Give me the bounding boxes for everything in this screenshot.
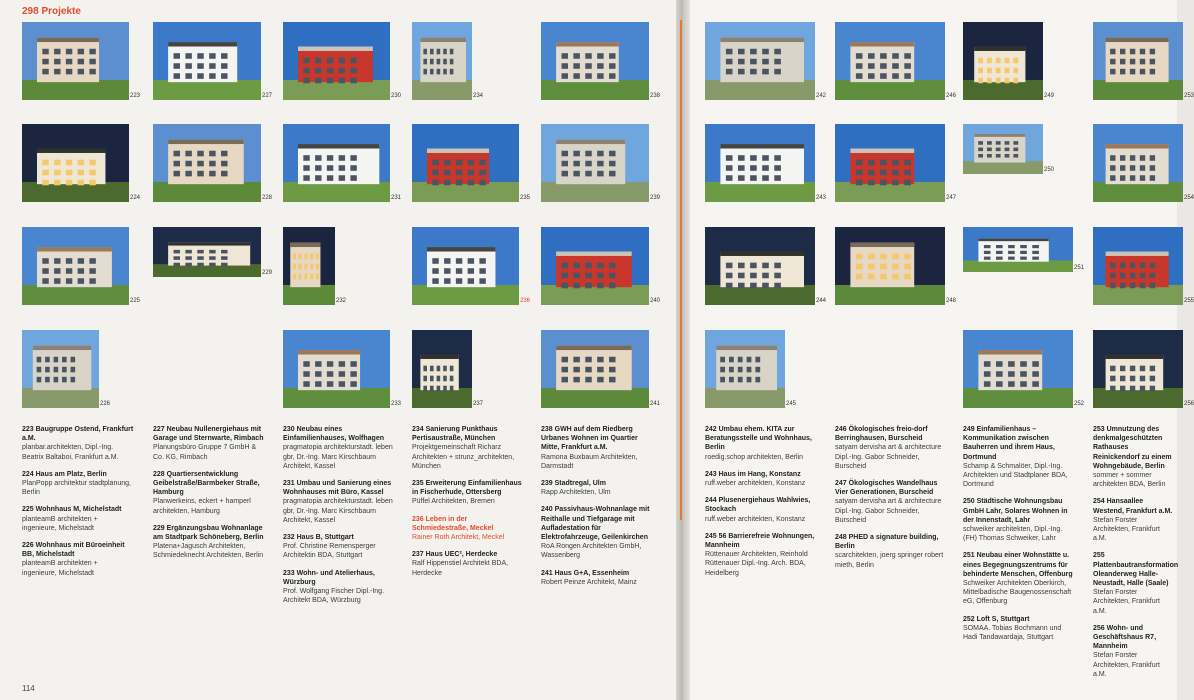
project-title: 225 Wohnhaus M, Michelstadt (22, 506, 122, 514)
project-credits: Rainer Roth Architekt, Meckel (412, 534, 505, 542)
project-caption (541, 505, 653, 560)
project-photo (22, 124, 129, 202)
caption-column (1093, 425, 1179, 687)
project-caption (1093, 551, 1179, 615)
project-credits: Platena+Jagusch Architekten, Schmiedeknecht Architekten, Berlin (153, 543, 264, 560)
photo-number: 242 (816, 93, 827, 99)
project-caption (705, 470, 817, 488)
project-title: 226 Wohnhaus mit Büroeinheit BB, Michelstadt (22, 542, 125, 559)
project-photo (705, 330, 785, 408)
project-caption (22, 505, 134, 533)
photo-number: 243 (816, 195, 827, 201)
project-caption (835, 479, 947, 525)
project-credits: Projektgemeinschaft Richarz Architekten + strunz_architekten, München (412, 444, 515, 470)
project-photo (153, 124, 261, 202)
project-caption (705, 532, 817, 578)
project-caption (541, 425, 653, 471)
photo-number: 233 (391, 401, 402, 407)
project-caption (153, 470, 265, 516)
project-title: 235 Erweiterung Einfamilienhaus in Fischerhude, Ottersberg (412, 480, 522, 497)
project-credits: pragmatopia architekturstadt. leben gbr, Dr.-Ing. Marc Kirschbaum Architekt, Kassel (283, 444, 393, 470)
project-title: 256 Wohn- und Geschäftshaus R7, Mannheim (1093, 624, 1157, 651)
project-photo (412, 330, 472, 408)
project-caption (1093, 497, 1175, 543)
project-photo (705, 22, 815, 100)
project-photo (963, 330, 1073, 408)
project-photo (541, 22, 649, 100)
project-title: 249 Einfamilienhaus – Kommunikation zwischen Bauherren und ihrem Haus, Dortmund (963, 426, 1055, 461)
project-credits: Rapp Architekten, Ulm (541, 489, 611, 497)
project-title: 240 Passivhaus-Wohnanlage mit Reithalle und Tiefgarage mit Aufladestation für Elektrofahrzeuge, Geilenkirchen (541, 506, 650, 542)
photo-number: 226 (100, 401, 111, 407)
project-credits: SOMAA. Tobias Bochmann und Hadi Tandawardaja, Stuttgart (963, 624, 1062, 642)
project-credits: Schamp & Schmalöer, Dipl.-Ing. Architekten und Stadtplaner BDA, Dortmund (963, 462, 1068, 489)
photo-number: 244 (816, 298, 827, 304)
project-caption (705, 496, 817, 524)
photo-number: 240 (650, 298, 661, 304)
project-title: 246 Ökologisches freio-dorf Berringhausen, Burscheid (835, 426, 928, 443)
photo-number: 236 (520, 298, 531, 304)
project-credits: Robert Peinze Architekt, Mainz (541, 578, 637, 586)
project-credits: schweiker architekten, Dipl.-Ing. (FH) Thomas Schweiker, Lahr (963, 526, 1063, 543)
project-caption (1093, 425, 1175, 489)
project-credits: Stefan Forster Architekten, Frankfurt a.M. (1093, 516, 1160, 543)
project-title: 230 Neubau eines Einfamilienhauses, Wolfhagen (283, 426, 385, 443)
photo-number: 231 (391, 195, 402, 201)
project-caption (412, 425, 524, 471)
photo-number: 234 (473, 93, 484, 99)
photo-number: 235 (520, 195, 531, 201)
project-photo (412, 124, 519, 202)
project-credits: Planwerkeins, eckert + hamperl architekten, Hamburg (153, 498, 251, 515)
project-photo (283, 22, 390, 100)
project-credits: Schweiker Architekten Oberkirch, Mittelbadische Baugenossenschaft eG, Offenburg (963, 580, 1072, 606)
project-caption (835, 425, 947, 471)
project-credits: ruff.weber architekten, Konstanz (705, 480, 806, 488)
project-photo (22, 22, 129, 100)
project-photo (963, 124, 1043, 174)
project-credits: roedig.schop architekten, Berlin (705, 453, 804, 461)
project-caption (283, 569, 395, 606)
photo-number: 249 (1044, 93, 1055, 99)
project-photo (705, 227, 815, 305)
project-credits: planteamB architekten + ingenieure, Michelstadt (22, 560, 98, 577)
project-title: 239 Stadtregal, Ulm (541, 480, 606, 488)
caption-column (963, 425, 1075, 650)
project-photo (541, 124, 649, 202)
project-credits: RoA Rongen Architekten GmbH, Wassenberg (541, 543, 642, 560)
project-title: 236 Leben in der Schmiedestraße, Meckel (412, 515, 494, 532)
project-credits: Prof. Christine Remensperger Architektin BDA, Stuttgart (283, 543, 376, 560)
project-credits: Ralf Hippenstiel Architekt BDA, Herdecke (412, 560, 509, 577)
project-caption (541, 479, 653, 497)
project-caption (153, 425, 265, 462)
project-credits: satyam dervisha art & architecture Dipl.-Ing. Gabor Schneider, Burscheid (835, 444, 942, 470)
section-header: 298 Projekte (22, 6, 81, 17)
project-title: 233 Wohn- und Atelierhaus, Würzburg (283, 569, 375, 586)
photo-number: 251 (1074, 265, 1085, 271)
project-credits: planteamB architekten + ingenieure, Michelstadt (22, 515, 98, 532)
project-photo (22, 330, 99, 408)
photo-number: 253 (1184, 93, 1194, 99)
project-title: 228 Quartiersentwicklung Geibelstraße/Barmbeker Straße, Hamburg (153, 470, 260, 497)
project-caption (283, 533, 395, 561)
caption-column (412, 425, 524, 586)
project-credits: Stefan Forster Architekten, Frankfurt a.M. (1093, 589, 1160, 615)
project-caption (705, 425, 817, 462)
project-title: 234 Sanierung Punkthaus Pertisaustraße, München (412, 426, 498, 443)
caption-column (541, 425, 653, 595)
photo-number: 224 (130, 195, 141, 201)
project-credits: satyam dervisha art & architecture Dipl.-Ing. Gabor Schneider, Burscheid (835, 498, 942, 524)
caption-column (22, 425, 134, 586)
project-credits: pragmatopia architekturstadt. leben gbr, Dr.-Ing. Marc Kirschbaum Architekt, Kassel (283, 498, 393, 524)
photo-number: 256 (1184, 401, 1194, 407)
project-title: 253 Umnutzung des denkmalgeschützten Rathauses Reinickendorf zu einem Wohngebäude, Berlin (1093, 426, 1172, 470)
photo-number: 227 (262, 93, 273, 99)
project-photo (153, 22, 261, 100)
project-caption (963, 551, 1075, 606)
project-title: 229 Ergänzungsbau Wohnanlage am Stadtpark Schöneberg, Berlin (153, 524, 264, 542)
project-title: 255 Plattenbautransformation Oleanderweg Halle-Neustadt, Halle (Saale) (1093, 552, 1179, 588)
project-caption (22, 541, 134, 578)
project-caption (412, 479, 524, 507)
project-photo (283, 124, 390, 202)
project-photo (1093, 22, 1183, 100)
project-caption (963, 497, 1075, 543)
caption-column (153, 425, 265, 569)
photo-number: 229 (262, 270, 273, 276)
project-title: 238 GWH auf dem Riedberg Urbanes Wohnen im Quartier Mitte, Frankfurt a.M. (541, 426, 638, 452)
photo-number: 250 (1044, 167, 1055, 173)
project-title: 254 Hansaallee Westend, Frankfurt a.M. (1093, 498, 1173, 515)
project-credits: Püffel Architekten, Bremen (412, 498, 495, 506)
project-photo (412, 227, 519, 305)
photo-number: 245 (786, 401, 797, 407)
project-caption (541, 569, 653, 587)
project-credits: PlanPopp architektur stadtplanung, Berlin (22, 480, 131, 497)
project-title: 248 PHED a signature building, Berlin (835, 534, 939, 551)
project-photo (412, 22, 472, 100)
photo-number: 252 (1074, 401, 1085, 407)
project-photo (963, 22, 1043, 100)
project-title: 223 Baugruppe Ostend, Frankfurt a.M. (22, 426, 134, 443)
photo-number: 254 (1184, 195, 1194, 201)
project-credits: Prof. Wolfgang Fischer Dipl.-Ing. Architekt BDA, Würzburg (283, 588, 385, 605)
photo-number: 223 (130, 93, 141, 99)
project-title: 227 Neubau Nullenergiehaus mit Garage und Sternwarte, Rimbach (153, 426, 264, 443)
project-title: 252 Loft S, Stuttgart (963, 615, 1030, 623)
project-caption (835, 533, 947, 570)
photo-number: 238 (650, 93, 661, 99)
project-credits: ruff.weber architekten, Konstanz (705, 515, 806, 523)
project-photo (1093, 124, 1183, 202)
project-credits: Planungsbüro Gruppe 7 GmbH & Co. KG, Rimbach (153, 444, 257, 461)
project-photo (541, 330, 649, 408)
photo-number: 247 (946, 195, 957, 201)
project-title: 251 Neubau einer Wohnstätte u. eines Begegnungszentrums für behinderte Menschen, Offenburg (963, 552, 1073, 578)
photo-number: 225 (130, 298, 141, 304)
project-photo (835, 124, 945, 202)
project-caption (22, 470, 134, 498)
project-credits: planbar.architekten, Dipl.-Ing. Beatrix Baltaboi, Frankfurt a.M. (22, 444, 119, 461)
spine-gutter (676, 0, 690, 700)
project-photo (835, 227, 945, 305)
project-title: 243 Haus im Hang, Konstanz (705, 470, 801, 478)
page-number: 114 (22, 684, 35, 693)
project-photo (835, 22, 945, 100)
project-photo (963, 227, 1073, 272)
project-photo (22, 227, 129, 305)
project-credits: sommer + sommer architekten BDA, Berlin (1093, 472, 1166, 489)
project-title: 244 Plusenergiehaus Wahlwies, Stockach (705, 497, 811, 514)
project-caption (153, 524, 265, 561)
project-title: 247 Ökologisches Wandelhaus Vier Generationen, Burscheid (835, 480, 938, 497)
photo-number: 255 (1184, 298, 1194, 304)
project-photo (1093, 330, 1183, 408)
project-photo (541, 227, 649, 305)
project-caption (22, 425, 134, 462)
project-caption (412, 515, 524, 543)
project-photo (705, 124, 815, 202)
photo-number: 246 (946, 93, 957, 99)
project-title: 237 Haus UEC², Herdecke (412, 551, 498, 559)
project-credits: Stefan Forster Architekten, Frankfurt a.M. (1093, 652, 1160, 678)
project-caption (963, 615, 1075, 643)
project-title: 242 Umbau ehem. KITA zur Beratungsstelle und Wohnhaus, Berlin (705, 426, 812, 452)
photo-number: 241 (650, 401, 661, 407)
project-credits: scarchitekten, joerg springer robert mieth, Berlin (835, 552, 944, 569)
project-photo (153, 227, 261, 277)
project-credits: Ramona Buxbaum Architekten, Darmstadt (541, 453, 638, 470)
caption-column (283, 425, 395, 613)
caption-column (835, 425, 947, 578)
project-caption (963, 425, 1075, 489)
project-photo (283, 227, 335, 305)
project-caption (283, 425, 395, 471)
project-photo (1093, 227, 1183, 305)
project-caption (412, 550, 524, 578)
project-title: 231 Umbau und Sanierung eines Wohnhauses mit Büro, Kassel (283, 480, 392, 497)
project-title: 245 56 Barrierefreie Wohnungen, Mannheim (705, 532, 815, 550)
orange-rule (680, 20, 682, 520)
caption-column (705, 425, 817, 586)
project-title: 232 Haus B, Stuttgart (283, 534, 354, 542)
photo-number: 237 (473, 401, 484, 407)
project-title: 250 Städtische Wohnungsbau GmbH Lahr, Solares Wohnen in der Innenstadt, Lahr (963, 498, 1068, 524)
photo-number: 232 (336, 298, 347, 304)
photo-number: 239 (650, 195, 661, 201)
project-caption (1093, 624, 1175, 679)
photo-number: 230 (391, 93, 402, 99)
photo-number: 248 (946, 298, 957, 304)
project-photo (283, 330, 390, 408)
project-caption (283, 479, 395, 525)
photo-number: 228 (262, 195, 273, 201)
project-title: 241 Haus G+A, Essenheim (541, 569, 630, 577)
project-credits: Rüttenauer Architekten, Reinhold Rüttenauer Dipl.-Ing. Arch. BDA, Heidelberg (705, 551, 808, 577)
project-title: 224 Haus am Platz, Berlin (22, 470, 107, 478)
